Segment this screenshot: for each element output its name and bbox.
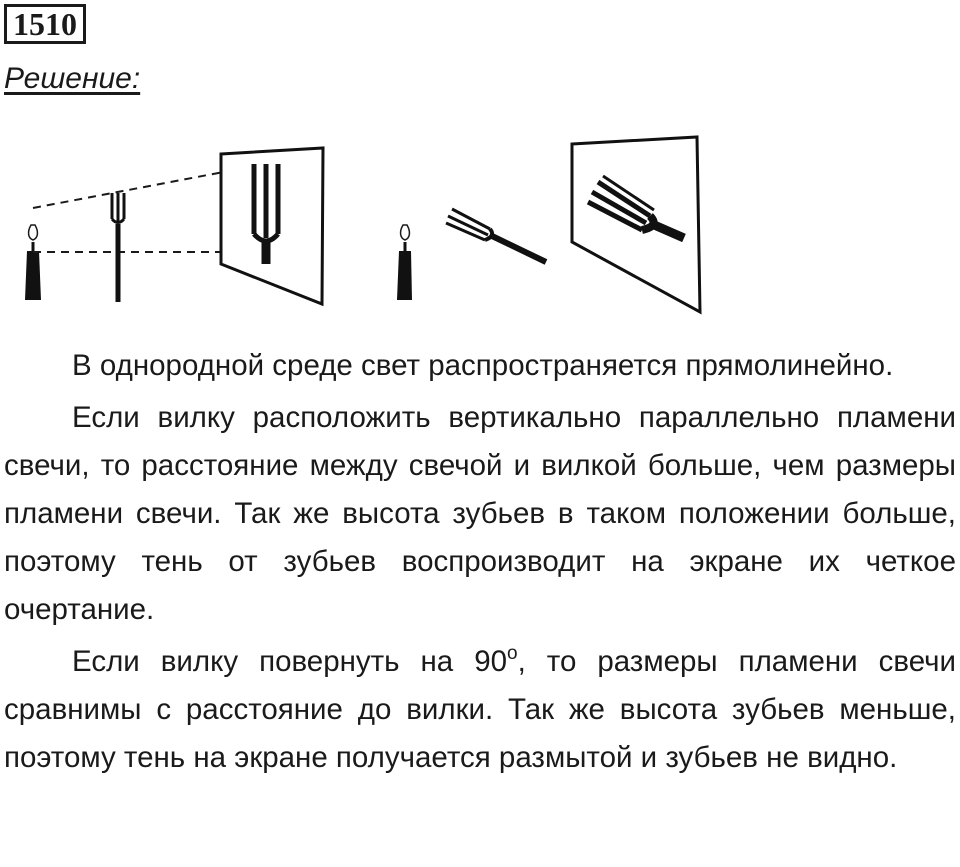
shadow-illustration <box>0 130 960 330</box>
candle-left <box>25 225 41 300</box>
scene-rotated-fork <box>397 137 700 312</box>
fork-vertical <box>112 193 124 302</box>
paragraph-3-end: , то размеры пламени свечи сравнимы с расстояние до вилки. Так же высота зубьев меньше, поэтому тень на экране получается размытой и зубьев не видно. <box>4 645 956 774</box>
ray-top <box>33 167 250 208</box>
solution-heading: Решение: <box>4 62 141 95</box>
paragraph-3-start: Если вилку повернуть на 90 <box>72 645 508 678</box>
solution-text <box>4 342 956 782</box>
paragraph-1: В однородной среде свет распространяется прямолинейно. <box>72 349 894 382</box>
degree-superscript: о <box>507 643 518 664</box>
fork-rotated <box>446 209 546 262</box>
paragraph-2: Если вилку расположить вертикально параллельно пламени свечи, то расстояние между свечой и вилкой больше, чем размеры пламени свечи. Так же высота зубьев в таком положении больше, поэтому тень от зубьев воспроизводит на экране их четкое очертание. <box>4 401 956 626</box>
paragraph-3 <box>4 638 956 782</box>
scene-vertical-fork <box>25 148 323 304</box>
problem-number: 1510 <box>4 4 86 44</box>
candle-right <box>397 225 412 300</box>
screen-left <box>221 148 323 304</box>
